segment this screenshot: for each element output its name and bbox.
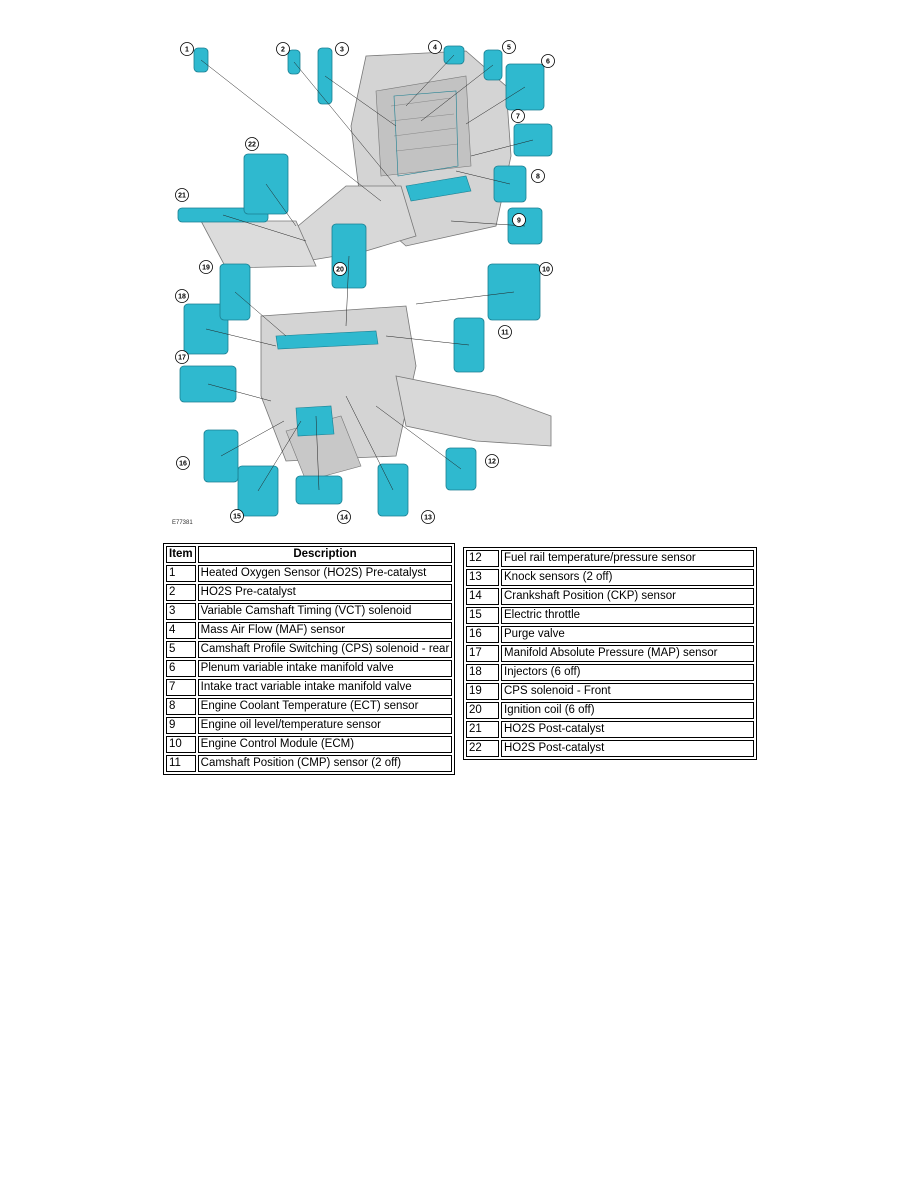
legend-item-description: Engine Control Module (ECM) xyxy=(198,736,453,753)
legend-item-number: 2 xyxy=(166,584,196,601)
callout-18 xyxy=(176,290,189,303)
callout-number: 8 xyxy=(536,173,540,181)
legend-item-number: 13 xyxy=(466,569,499,586)
callout-number: 11 xyxy=(501,329,509,337)
legend-item-description: Mass Air Flow (MAF) sensor xyxy=(198,622,453,639)
legend-row xyxy=(466,550,754,567)
legend-item-number: 21 xyxy=(466,721,499,738)
callout-11 xyxy=(499,326,512,339)
legend-row xyxy=(466,626,754,643)
legend-item-description: Knock sensors (2 off) xyxy=(501,569,754,586)
legend-item-description: Camshaft Profile Switching (CPS) solenoid - rear xyxy=(198,641,453,658)
legend-item-description: Fuel rail temperature/pressure sensor xyxy=(501,550,754,567)
callout-number: 6 xyxy=(546,58,550,66)
callout-10 xyxy=(540,263,553,276)
callout-9 xyxy=(513,214,526,227)
callout-16 xyxy=(177,457,190,470)
legend-row xyxy=(166,679,452,696)
callout-12 xyxy=(486,455,499,468)
legend-item-number: 19 xyxy=(466,683,499,700)
legend-item-description: Manifold Absolute Pressure (MAP) sensor xyxy=(501,645,754,662)
legend-item-number: 18 xyxy=(466,664,499,681)
legend-item-description: Engine oil level/temperature sensor xyxy=(198,717,453,734)
legend-item-number: 1 xyxy=(166,565,196,582)
callout-19 xyxy=(200,261,213,274)
callout-number: 7 xyxy=(516,113,520,121)
callout-number: 15 xyxy=(233,513,241,521)
callout-number: 18 xyxy=(178,293,186,301)
legend-item-number: 9 xyxy=(166,717,196,734)
legend-item-number: 22 xyxy=(466,740,499,757)
callout-number: 2 xyxy=(281,46,285,54)
callout-number: 22 xyxy=(248,141,256,149)
legend-row xyxy=(166,622,452,639)
callout-6 xyxy=(542,55,555,68)
legend-item-description: Injectors (6 off) xyxy=(501,664,754,681)
legend-row xyxy=(166,698,452,715)
legend-item-description: Crankshaft Position (CKP) sensor xyxy=(501,588,754,605)
legend-row xyxy=(466,645,754,662)
legend-item-description: Intake tract variable intake manifold valve xyxy=(198,679,453,696)
callout-20 xyxy=(334,263,347,276)
callout-14 xyxy=(338,511,351,524)
callout-number: 10 xyxy=(542,266,550,274)
legend-item-description: Variable Camshaft Timing (VCT) solenoid xyxy=(198,603,453,620)
callout-number: 19 xyxy=(202,264,210,272)
callout-number: 4 xyxy=(433,44,437,52)
legend-row xyxy=(466,740,754,757)
legend-item-description: Electric throttle xyxy=(501,607,754,624)
legend-item-description: HO2S Post-catalyst xyxy=(501,740,754,757)
legend-header-row xyxy=(166,546,452,563)
callout-22 xyxy=(246,138,259,151)
legend-row xyxy=(166,641,452,658)
legend-item-description: Engine Coolant Temperature (ECT) sensor xyxy=(198,698,453,715)
callout-number: 16 xyxy=(179,460,187,468)
legend-item-number: 8 xyxy=(166,698,196,715)
legend-header-item: Item xyxy=(166,546,196,563)
legend-item-description: Heated Oxygen Sensor (HO2S) Pre-catalyst xyxy=(198,565,453,582)
callout-5 xyxy=(503,41,516,54)
callout-4 xyxy=(429,41,442,54)
legend-item-number: 15 xyxy=(466,607,499,624)
callout-number: 21 xyxy=(178,192,186,200)
callout-7 xyxy=(512,110,525,123)
legend-item-number: 6 xyxy=(166,660,196,677)
callout-number: 5 xyxy=(507,44,511,52)
callout-number: 1 xyxy=(185,46,189,54)
callout-8 xyxy=(532,170,545,183)
legend-item-description: CPS solenoid - Front xyxy=(501,683,754,700)
legend-row xyxy=(166,755,452,772)
legend-row xyxy=(466,664,754,681)
legend-row xyxy=(466,721,754,738)
callout-1 xyxy=(181,43,194,56)
legend-row xyxy=(166,565,452,582)
callout-number: 9 xyxy=(517,217,521,225)
engine-sensor-location-diagram xyxy=(166,36,558,530)
legend-item-description: Plenum variable intake manifold valve xyxy=(198,660,453,677)
legend-row xyxy=(166,717,452,734)
callout-number: 13 xyxy=(424,514,432,522)
callout-number: 12 xyxy=(488,458,496,466)
figure-id: E77381 xyxy=(172,520,193,526)
legend-table-left xyxy=(163,543,455,775)
callout-21 xyxy=(176,189,189,202)
legend-row xyxy=(166,603,452,620)
callout-number: 17 xyxy=(178,354,186,362)
callout-number: 3 xyxy=(340,46,344,54)
legend-row xyxy=(466,702,754,719)
callout-13 xyxy=(422,511,435,524)
legend-item-number: 16 xyxy=(466,626,499,643)
legend-item-description: Purge valve xyxy=(501,626,754,643)
legend-item-number: 4 xyxy=(166,622,196,639)
legend-row xyxy=(166,584,452,601)
legend-item-number: 3 xyxy=(166,603,196,620)
legend-item-number: 17 xyxy=(466,645,499,662)
legend-row xyxy=(466,588,754,605)
legend-header-description: Description xyxy=(198,546,453,563)
diagram-canvas xyxy=(166,36,558,530)
callout-number: 14 xyxy=(340,514,348,522)
legend-item-description: HO2S Post-catalyst xyxy=(501,721,754,738)
callout-3 xyxy=(336,43,349,56)
legend-item-description: Camshaft Position (CMP) sensor (2 off) xyxy=(198,755,453,772)
callout-number: 20 xyxy=(336,266,344,274)
legend-item-number: 11 xyxy=(166,755,196,772)
legend-row xyxy=(166,660,452,677)
legend-item-description: HO2S Pre-catalyst xyxy=(198,584,453,601)
legend-item-number: 10 xyxy=(166,736,196,753)
legend-row xyxy=(466,607,754,624)
legend-item-number: 7 xyxy=(166,679,196,696)
callout-17 xyxy=(176,351,189,364)
legend-item-number: 14 xyxy=(466,588,499,605)
legend-item-number: 20 xyxy=(466,702,499,719)
legend-row xyxy=(466,683,754,700)
legend-row xyxy=(466,569,754,586)
legend-table-right xyxy=(463,547,757,760)
legend-row xyxy=(166,736,452,753)
callout-2 xyxy=(277,43,290,56)
legend-item-number: 12 xyxy=(466,550,499,567)
legend-item-number: 5 xyxy=(166,641,196,658)
callout-15 xyxy=(231,510,244,523)
legend-item-description: Ignition coil (6 off) xyxy=(501,702,754,719)
